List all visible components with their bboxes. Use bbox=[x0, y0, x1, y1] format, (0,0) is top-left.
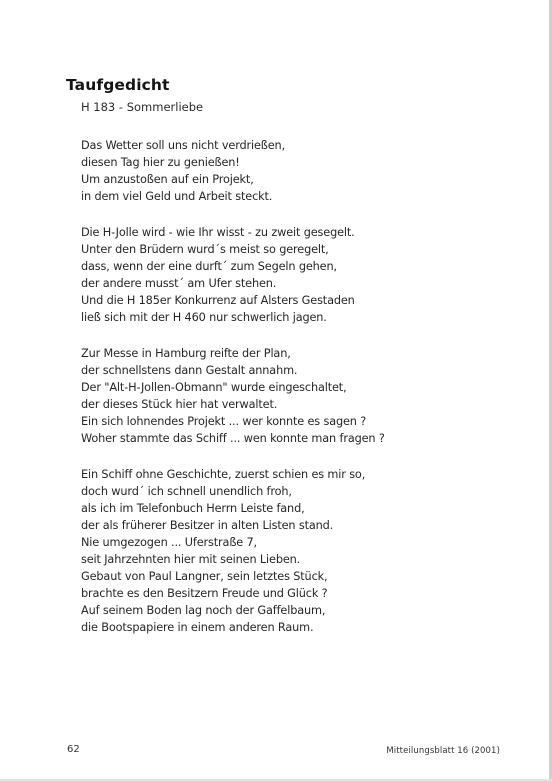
poem-line: der dieses Stück hier hat verwaltet. bbox=[81, 398, 278, 411]
poem-line: Ein sich lohnendes Projekt ... wer konnte es sagen ? bbox=[81, 415, 367, 428]
poem-line: brachte es den Besitzern Freude und Glück ? bbox=[81, 587, 328, 600]
stanza-1 bbox=[81, 137, 501, 205]
poem-line: Auf seinem Boden lag noch der Gaffelbaum, bbox=[81, 604, 326, 617]
poem-line: die Bootspapiere in einem anderen Raum. bbox=[81, 621, 314, 634]
poem-line: der schnellstens dann Gestalt annahm. bbox=[81, 364, 298, 377]
poem-line: seit Jahrzehnten hier mit seinen Lieben. bbox=[81, 553, 301, 566]
poem-line: Das Wetter soll uns nicht verdrießen, bbox=[81, 139, 286, 152]
poem-line: Um anzustoßen auf ein Projekt, bbox=[81, 173, 254, 186]
journal-footer: Mitteilungsblatt 16 (2001) bbox=[386, 746, 500, 756]
poem-line: Unter den Brüdern wurd´s meist so geregelt, bbox=[81, 243, 329, 256]
stanza-3 bbox=[81, 345, 501, 447]
poem-line: Der "Alt-H-Jollen-Obmann" wurde eingeschaltet, bbox=[81, 381, 347, 394]
poem-line: in dem viel Geld und Arbeit steckt. bbox=[81, 190, 273, 203]
poem-body bbox=[81, 137, 501, 655]
poem-line: der andere musst´ am Ufer stehen. bbox=[81, 277, 277, 290]
poem-line: dass, wenn der eine durft´ zum Segeln gehen, bbox=[81, 260, 337, 273]
stanza-4 bbox=[81, 466, 501, 636]
poem-line: Nie umgezogen ... Uferstraße 7, bbox=[81, 536, 258, 549]
poem-line: Ein Schiff ohne Geschichte, zuerst schien es mir so, bbox=[81, 468, 366, 481]
poem-line: Die H-Jolle wird - wie Ihr wisst - zu zweit gesegelt. bbox=[81, 226, 355, 239]
poem-line: doch wurd´ ich schnell unendlich froh, bbox=[81, 485, 292, 498]
poem-line: Und die H 185er Konkurrenz auf Alsters Gestaden bbox=[81, 294, 355, 307]
poem-line: Woher stammte das Schiff ... wen konnte man fragen ? bbox=[81, 432, 385, 445]
poem-line: als ich im Telefonbuch Herrn Leiste fand, bbox=[81, 502, 305, 515]
stanza-2 bbox=[81, 224, 501, 326]
poem-subtitle: H 183 - Sommerliebe bbox=[81, 100, 204, 114]
poem-line: Gebaut von Paul Langner, sein letztes Stück, bbox=[81, 570, 328, 583]
page-title: Taufgedicht bbox=[66, 76, 170, 94]
poem-line: Zur Messe in Hamburg reifte der Plan, bbox=[81, 347, 291, 360]
poem-line: diesen Tag hier zu genießen! bbox=[81, 156, 240, 169]
poem-line: der als früherer Besitzer in alten Listen stand. bbox=[81, 519, 334, 532]
page-number: 62 bbox=[67, 744, 80, 755]
poem-line: ließ sich mit der H 460 nur schwerlich jagen. bbox=[81, 311, 327, 324]
